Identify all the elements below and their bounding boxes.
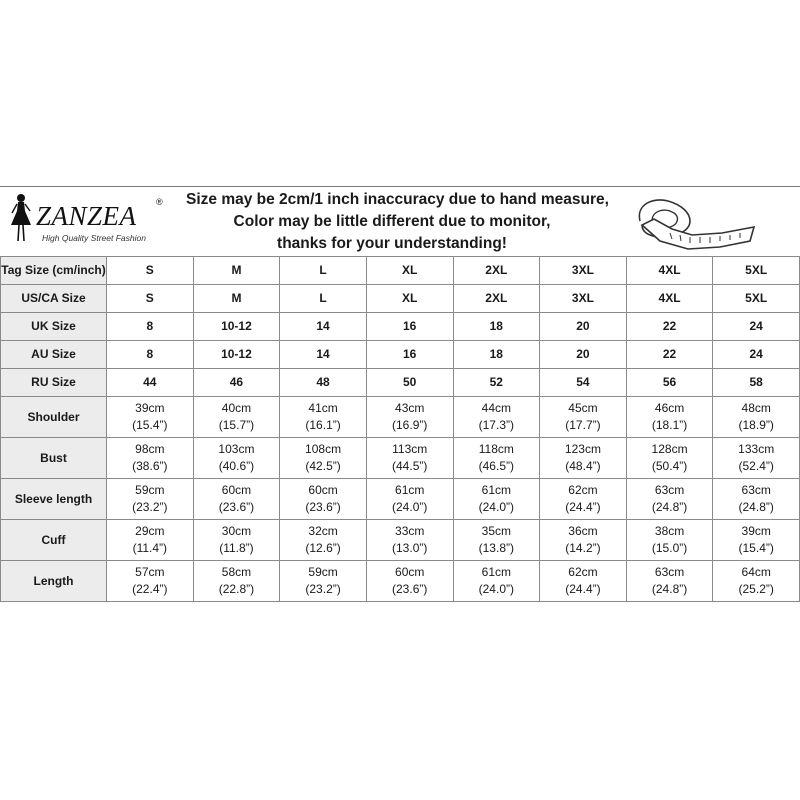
inch-value: (14.2”) bbox=[565, 541, 601, 555]
measurement-cell bbox=[107, 561, 194, 602]
cm-value: 60cm bbox=[221, 483, 252, 497]
cm-value: 36cm bbox=[568, 524, 598, 538]
measurement-cell bbox=[280, 438, 367, 479]
cm-value: 63cm bbox=[741, 483, 771, 497]
inch-value: (15.0”) bbox=[651, 541, 688, 555]
size-chart-header bbox=[0, 186, 800, 257]
cm-value: 33cm bbox=[395, 524, 425, 538]
size-cell: 52 bbox=[453, 369, 540, 397]
inch-value: (38.6”) bbox=[132, 459, 168, 473]
measurement-row bbox=[1, 438, 800, 479]
size-cell: L bbox=[280, 285, 367, 313]
size-cell: 24 bbox=[713, 313, 800, 341]
inch-value: (44.5”) bbox=[392, 459, 428, 473]
measurement-cell bbox=[540, 397, 627, 438]
size-cell: 22 bbox=[626, 341, 713, 369]
row-label: AU Size bbox=[1, 341, 107, 369]
size-cell: 22 bbox=[626, 313, 713, 341]
cm-value: 41cm bbox=[308, 401, 338, 415]
measurement-cell bbox=[626, 520, 713, 561]
cm-value: 45cm bbox=[568, 401, 598, 415]
size-row bbox=[1, 285, 800, 313]
measurement-cell bbox=[626, 479, 713, 520]
brand-tagline: High Quality Street Fashion bbox=[42, 233, 146, 243]
size-cell: 4XL bbox=[626, 285, 713, 313]
inch-value: (22.8”) bbox=[218, 582, 255, 596]
measurement-cell bbox=[107, 520, 194, 561]
size-cell: S bbox=[107, 285, 194, 313]
measurement-cell bbox=[193, 561, 280, 602]
cm-value: 35cm bbox=[481, 524, 511, 538]
inch-value: (24.0”) bbox=[478, 582, 514, 596]
inch-value: (23.2”) bbox=[132, 500, 168, 514]
measurement-cell bbox=[280, 479, 367, 520]
measurement-cell bbox=[453, 561, 540, 602]
cm-value: 103cm bbox=[218, 442, 255, 456]
inch-value: (11.8”) bbox=[219, 541, 254, 555]
measurement-cell bbox=[713, 438, 800, 479]
size-cell: 2XL bbox=[453, 285, 540, 313]
inch-value: (24.8”) bbox=[651, 582, 688, 596]
measurement-cell bbox=[540, 561, 627, 602]
registered-mark: ® bbox=[156, 197, 163, 207]
cm-value: 63cm bbox=[654, 565, 685, 579]
size-cell: 8 bbox=[107, 313, 194, 341]
measurement-cell bbox=[453, 397, 540, 438]
size-cell: 10-12 bbox=[193, 341, 280, 369]
measurement-cell bbox=[713, 397, 800, 438]
measurement-cell bbox=[713, 561, 800, 602]
row-label: Tag Size (cm/inch) bbox=[1, 257, 107, 285]
row-label: Shoulder bbox=[1, 397, 107, 438]
cm-value: 98cm bbox=[135, 442, 165, 456]
size-cell: 56 bbox=[626, 369, 713, 397]
measurement-cell bbox=[453, 520, 540, 561]
measurement-cell bbox=[193, 520, 280, 561]
measurement-cell bbox=[453, 479, 540, 520]
measurement-cell bbox=[540, 479, 627, 520]
cm-value: 59cm bbox=[308, 565, 338, 579]
size-cell: L bbox=[280, 257, 367, 285]
size-cell: XL bbox=[366, 257, 453, 285]
row-label: RU Size bbox=[1, 369, 107, 397]
size-row bbox=[1, 369, 800, 397]
cm-value: 62cm bbox=[568, 483, 598, 497]
inch-value: (25.2”) bbox=[738, 582, 774, 596]
inch-value: (42.5”) bbox=[305, 459, 341, 473]
inch-value: (24.0”) bbox=[392, 500, 428, 514]
cm-value: 128cm bbox=[651, 442, 688, 456]
cm-value: 48cm bbox=[741, 401, 771, 415]
cm-value: 39cm bbox=[135, 401, 165, 415]
measurement-cell bbox=[540, 520, 627, 561]
inch-value: (52.4”) bbox=[738, 459, 774, 473]
measurement-cell bbox=[453, 438, 540, 479]
notice-line: thanks for your understanding! bbox=[277, 235, 507, 252]
size-row bbox=[1, 341, 800, 369]
inch-value: (24.4”) bbox=[565, 500, 601, 514]
size-cell: XL bbox=[366, 285, 453, 313]
inch-value: (23.2”) bbox=[305, 582, 341, 596]
inch-value: (24.8”) bbox=[651, 500, 688, 514]
inch-value: (12.6”) bbox=[305, 541, 341, 555]
size-cell: 4XL bbox=[626, 257, 713, 285]
size-cell: 46 bbox=[193, 369, 280, 397]
size-cell: 16 bbox=[366, 341, 453, 369]
cm-value: 39cm bbox=[741, 524, 771, 538]
measurement-cell bbox=[107, 397, 194, 438]
inch-value: (23.6”) bbox=[305, 500, 341, 514]
measurement-cell bbox=[713, 520, 800, 561]
measurement-row bbox=[1, 561, 800, 602]
inch-value: (24.8”) bbox=[738, 500, 774, 514]
brand-name: ZANZEA bbox=[36, 201, 137, 231]
measurement-row bbox=[1, 397, 800, 438]
size-cell: 2XL bbox=[453, 257, 540, 285]
cm-value: 133cm bbox=[738, 442, 775, 456]
size-cell: 20 bbox=[540, 341, 627, 369]
cm-value: 57cm bbox=[135, 565, 165, 579]
inch-value: (15.4”) bbox=[738, 541, 774, 555]
size-cell: 20 bbox=[540, 313, 627, 341]
inch-value: (18.1”) bbox=[651, 418, 688, 432]
cm-value: 61cm bbox=[481, 483, 511, 497]
cm-value: 38cm bbox=[654, 524, 685, 538]
size-row bbox=[1, 257, 800, 285]
measurement-cell bbox=[366, 397, 453, 438]
size-cell: 16 bbox=[366, 313, 453, 341]
inch-value: (18.9”) bbox=[738, 418, 774, 432]
size-cell: 3XL bbox=[540, 257, 627, 285]
measurement-cell bbox=[366, 561, 453, 602]
measurement-cell bbox=[280, 561, 367, 602]
inch-value: (22.4”) bbox=[132, 582, 168, 596]
inch-value: (50.4”) bbox=[651, 459, 688, 473]
inch-value: (13.8”) bbox=[478, 541, 514, 555]
row-label: Length bbox=[1, 561, 107, 602]
cm-value: 32cm bbox=[308, 524, 338, 538]
measurement-cell bbox=[626, 438, 713, 479]
inch-value: (15.7”) bbox=[218, 418, 255, 432]
size-cell: 14 bbox=[280, 341, 367, 369]
cm-value: 30cm bbox=[221, 524, 252, 538]
inch-value: (24.0”) bbox=[478, 500, 514, 514]
size-chart bbox=[0, 186, 800, 612]
row-label: Bust bbox=[1, 438, 107, 479]
measurement-cell bbox=[280, 397, 367, 438]
cm-value: 46cm bbox=[654, 401, 685, 415]
measurement-row bbox=[1, 479, 800, 520]
measurement-cell bbox=[193, 397, 280, 438]
cm-value: 43cm bbox=[395, 401, 425, 415]
size-cell: 18 bbox=[453, 341, 540, 369]
row-label: Cuff bbox=[1, 520, 107, 561]
row-label: US/CA Size bbox=[1, 285, 107, 313]
inch-value: (23.6”) bbox=[392, 582, 428, 596]
cm-value: 44cm bbox=[481, 401, 511, 415]
inch-value: (13.0”) bbox=[392, 541, 428, 555]
measurement-cell bbox=[107, 479, 194, 520]
measurement-cell bbox=[713, 479, 800, 520]
cm-value: 62cm bbox=[568, 565, 598, 579]
measurement-cell bbox=[193, 479, 280, 520]
cm-value: 29cm bbox=[135, 524, 165, 538]
inch-value: (15.4”) bbox=[132, 418, 168, 432]
size-cell: M bbox=[193, 257, 280, 285]
measurement-cell bbox=[193, 438, 280, 479]
size-cell: M bbox=[193, 285, 280, 313]
brand-logo bbox=[6, 191, 176, 251]
measurement-cell bbox=[366, 479, 453, 520]
size-cell: S bbox=[107, 257, 194, 285]
inch-value: (16.1”) bbox=[305, 418, 341, 432]
size-cell: 14 bbox=[280, 313, 367, 341]
inch-value: (11.4”) bbox=[132, 541, 168, 555]
inch-value: (17.7”) bbox=[565, 418, 601, 432]
inch-value: (23.6”) bbox=[218, 500, 255, 514]
inch-value: (48.4”) bbox=[565, 459, 601, 473]
size-cell: 58 bbox=[713, 369, 800, 397]
measurement-cell bbox=[280, 520, 367, 561]
row-label: Sleeve length bbox=[1, 479, 107, 520]
inch-value: (24.4”) bbox=[565, 582, 601, 596]
cm-value: 113cm bbox=[392, 442, 428, 456]
cm-value: 61cm bbox=[395, 483, 425, 497]
measurement-cell bbox=[366, 438, 453, 479]
size-cell: 10-12 bbox=[193, 313, 280, 341]
cm-value: 60cm bbox=[308, 483, 338, 497]
row-label: UK Size bbox=[1, 313, 107, 341]
measurement-cell bbox=[366, 520, 453, 561]
size-cell: 18 bbox=[453, 313, 540, 341]
measurement-cell bbox=[107, 438, 194, 479]
size-cell: 3XL bbox=[540, 285, 627, 313]
inch-value: (40.6”) bbox=[218, 459, 255, 473]
inch-value: (16.9”) bbox=[392, 418, 428, 432]
measurement-cell bbox=[626, 561, 713, 602]
notice-line: Size may be 2cm/1 inch inaccuracy due to hand measure, bbox=[186, 191, 609, 208]
cm-value: 118cm bbox=[478, 442, 514, 456]
measurement-row bbox=[1, 520, 800, 561]
size-table bbox=[0, 256, 800, 602]
inch-value: (46.5”) bbox=[478, 459, 514, 473]
size-cell: 5XL bbox=[713, 285, 800, 313]
size-cell: 24 bbox=[713, 341, 800, 369]
size-cell: 44 bbox=[107, 369, 194, 397]
measurement-cell bbox=[540, 438, 627, 479]
cm-value: 123cm bbox=[564, 442, 601, 456]
size-cell: 48 bbox=[280, 369, 367, 397]
size-cell: 50 bbox=[366, 369, 453, 397]
cm-value: 108cm bbox=[305, 442, 342, 456]
size-cell: 5XL bbox=[713, 257, 800, 285]
measuring-tape-icon bbox=[630, 191, 760, 253]
cm-value: 58cm bbox=[221, 565, 252, 579]
notice-line: Color may be little different due to monitor, bbox=[233, 213, 551, 230]
cm-value: 60cm bbox=[395, 565, 425, 579]
size-cell: 8 bbox=[107, 341, 194, 369]
cm-value: 63cm bbox=[654, 483, 685, 497]
size-row bbox=[1, 313, 800, 341]
cm-value: 64cm bbox=[741, 565, 771, 579]
cm-value: 40cm bbox=[221, 401, 252, 415]
size-cell: 54 bbox=[540, 369, 627, 397]
dress-silhouette-icon bbox=[6, 191, 34, 251]
inch-value: (17.3”) bbox=[478, 418, 514, 432]
cm-value: 61cm bbox=[481, 565, 511, 579]
measurement-notice bbox=[186, 189, 609, 255]
measurement-cell bbox=[626, 397, 713, 438]
cm-value: 59cm bbox=[135, 483, 165, 497]
